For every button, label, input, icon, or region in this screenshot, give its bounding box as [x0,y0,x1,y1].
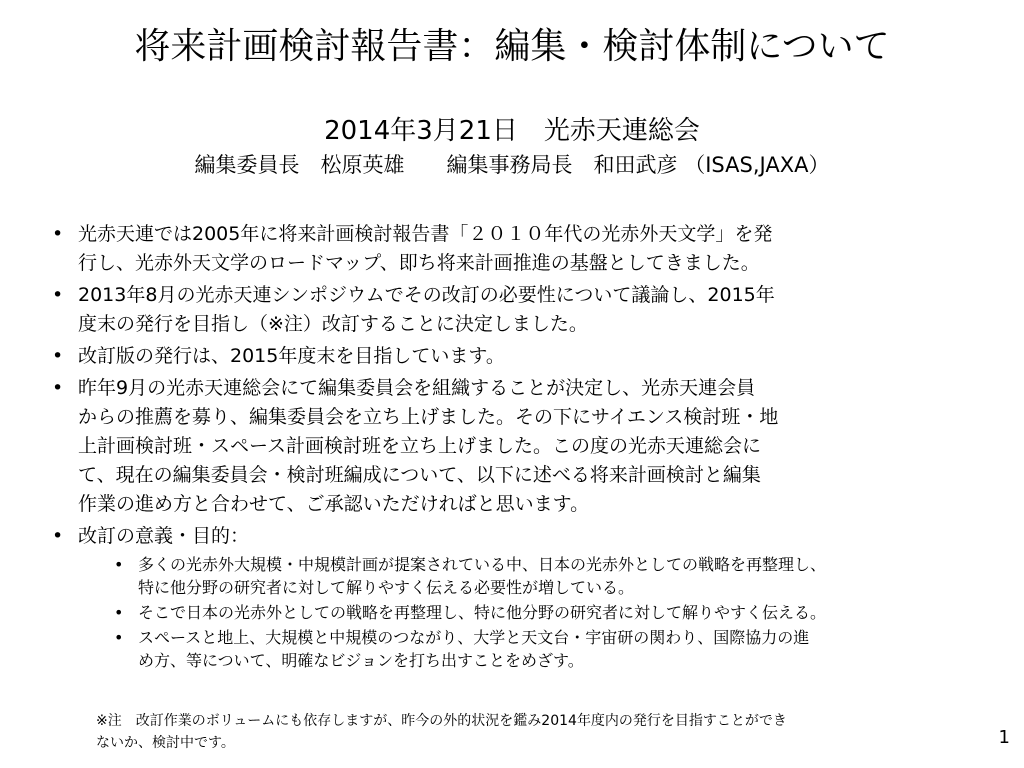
sub-bullet-text-line: 多くの光赤外大規模・中規模計画が提案されている中、日本の光赤外としての戦略を再整理し、 [138,555,827,574]
page-number: 1 [998,727,1010,748]
bullet-text-line: て、現在の編集委員会・検討班編成について、以下に述べる将来計画検討と編集 [78,464,761,486]
sub-bullet-item-1 [114,553,982,599]
sub-bullet-text-line: め方、等について、明確なビジョンを打ち出すことをめざす。 [138,651,584,670]
bullet-item-5 [52,522,982,672]
bullet-item-3 [52,342,982,371]
footnote-line: ないか、検討中です。 [96,735,235,751]
bullet-text-line: からの推薦を募り、編集委員会を立ち上げました。その下にサイエンス検討班・地 [78,406,779,428]
bullet-text-line: 度末の発行を目指し（※注）改訂することに決定しました。 [78,313,588,335]
sub-bullet-list [114,553,982,672]
slide-title: 将来計画検討報告書：編集・検討体制について [134,26,890,67]
bullet-item-2 [52,281,982,339]
slide-date-and-meeting: 2014年3月21日 光赤天連総会 [324,116,700,146]
bullet-text-line: 2013年8月の光赤天連シンポジウムでその改訂の必要性について議論し、2015年 [78,284,775,306]
footnote-line: ※注 改訂作業のボリュームにも依存しますが、昨今の外的状況を鑑み2014年度内の発行を目指すことができ [96,713,787,729]
bullet-list [52,220,982,675]
sub-bullet-glyph: • [114,628,124,647]
bullet-glyph: • [52,377,64,399]
footnote [96,710,966,754]
bullet-text-line: 改訂の意義・目的： [78,525,250,547]
slide-editors: 編集委員長 松原英雄 編集事務局長 和田武彦 （ISAS,JAXA） [194,153,830,177]
bullet-text-line: 行し、光赤外天文学のロードマップ、即ち将来計画推進の基盤としてきました。 [78,252,760,274]
bullet-glyph: • [52,345,64,367]
sub-bullet-item-3 [114,626,982,672]
sub-bullet-glyph: • [114,603,124,622]
bullet-text-line: 昨年9月の光赤天連総会にて編集委員会を組織することが決定し、光赤天連会員 [78,377,756,399]
sub-bullet-text-line: スペースと地上、大規模と中規模のつながり、大学と天文台・宇宙研の関わり、国際協力の進 [138,628,810,647]
bullet-text-line: 作業の進め方と合わせて、ご承認いただければと思います。 [78,493,590,515]
sub-bullet-text-line: 特に他分野の研究者に対して解りやすく伝える必要性が増している。 [138,578,635,597]
bullet-glyph: • [52,284,64,306]
bullet-item-1 [52,220,982,278]
bullet-text-line: 改訂版の発行は、2015年度末を目指しています。 [78,345,505,367]
sub-bullet-item-2 [114,601,982,624]
sub-bullet-text-line: そこで日本の光赤外としての戦略を再整理し、特に他分野の研究者に対して解りやすく伝える。 [138,603,827,622]
bullet-item-4 [52,374,982,519]
bullet-text-line: 光赤天連では2005年に将来計画検討報告書「２０１０年代の光赤外天文学」を発 [78,223,773,245]
bullet-glyph: • [52,525,64,547]
bullet-text-line: 上計画検討班・スペース計画検討班を立ち上げました。この度の光赤天連総会に [78,435,762,457]
bullet-glyph: • [52,223,64,245]
sub-bullet-glyph: • [114,555,124,574]
